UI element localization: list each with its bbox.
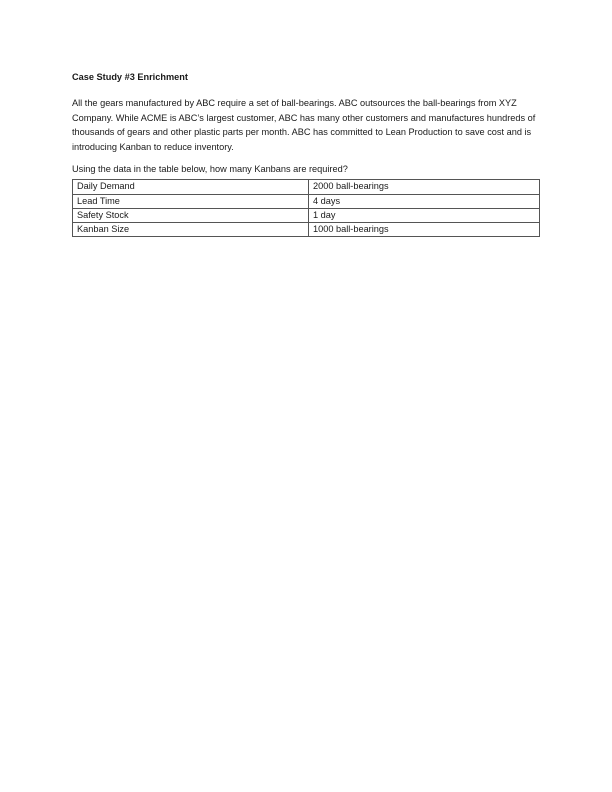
document-page: [72, 71, 540, 237]
table-row: [73, 208, 540, 222]
row-label: Safety Stock: [73, 208, 309, 222]
row-label: Daily Demand: [73, 180, 309, 194]
row-value: 1000 ball-bearings: [309, 222, 540, 236]
table-row: [73, 194, 540, 208]
table-row: [73, 222, 540, 236]
row-value: 1 day: [309, 208, 540, 222]
row-value: 4 days: [309, 194, 540, 208]
row-label: Kanban Size: [73, 222, 309, 236]
row-value: 2000 ball-bearings: [309, 180, 540, 194]
question-text: Using the data in the table below, how many Kanbans are required?: [72, 164, 348, 175]
document-title: Case Study #3 Enrichment: [72, 72, 188, 82]
row-label: Lead Time: [73, 194, 309, 208]
case-paragraph: All the gears manufactured by ABC require a set of ball-bearings. ABC outsources the ball-bearings from XYZ Company. While ACME is ABC’s largest customer, ABC has many other customers and manufactures hundreds of thousands of gears and other plastic parts per month. ABC has committed to Lean Production to save cost and is introducing Kanban to reduce inventory.: [72, 98, 536, 152]
table-row: [73, 180, 540, 194]
data-table: [72, 179, 540, 237]
